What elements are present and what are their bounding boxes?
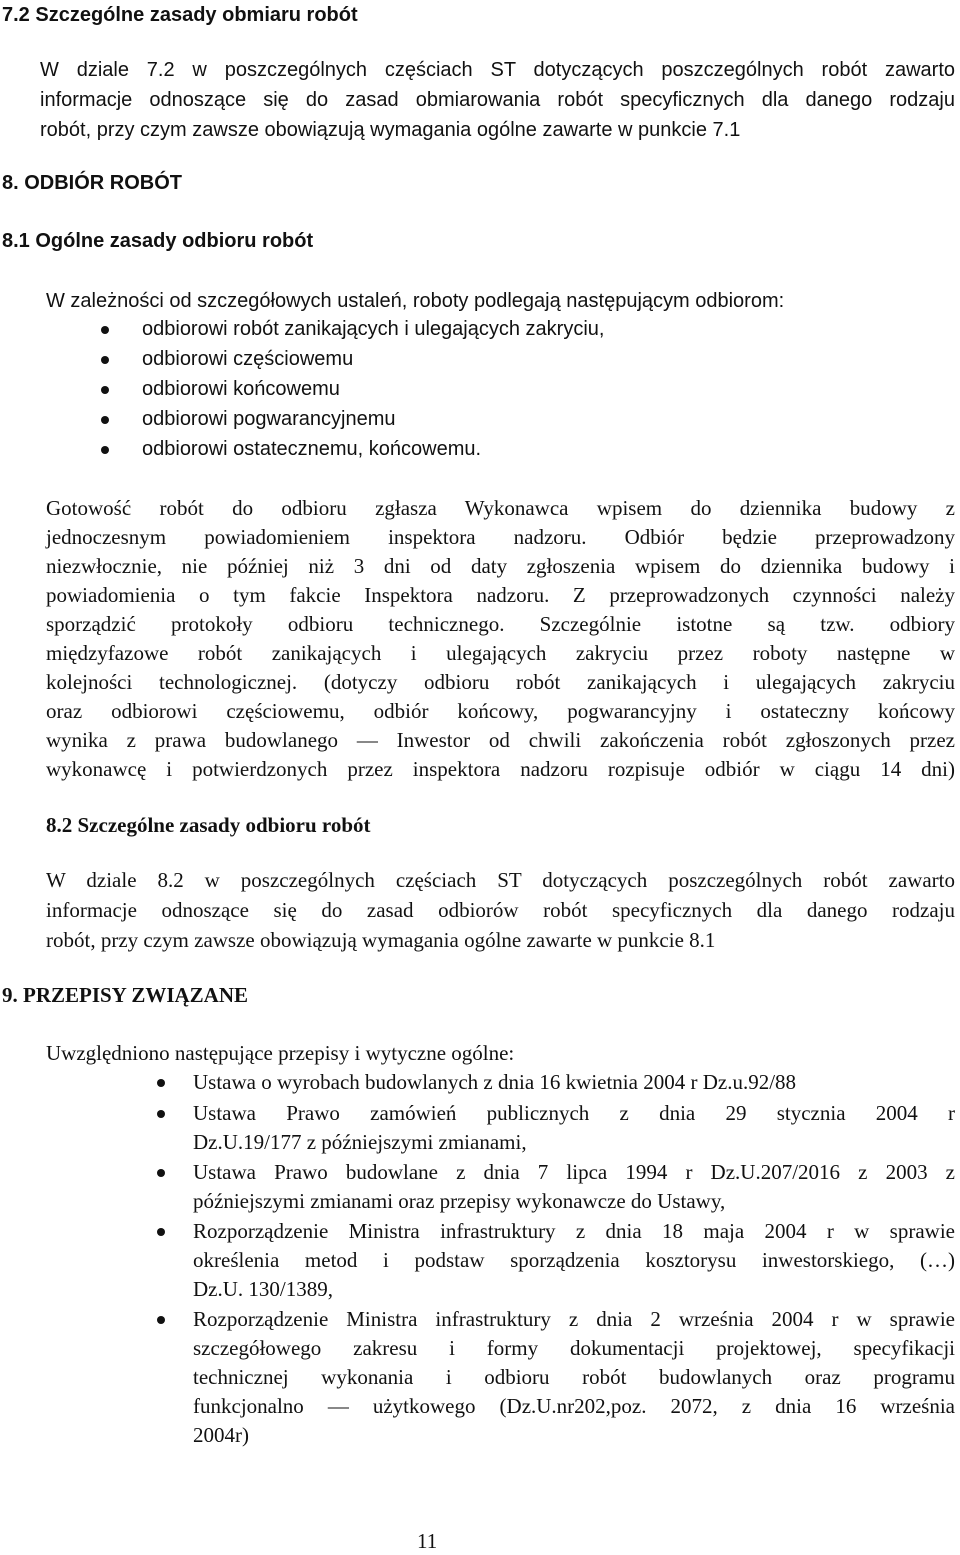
text-line: Dz.U. 130/1389, <box>193 1277 333 1301</box>
list-item <box>0 345 960 375</box>
bullet-icon <box>101 416 109 424</box>
text-line: określenia metod i podstaw sporządzenia kosztorysu inwestorskiego, (…) <box>193 1248 955 1272</box>
text-line: późniejszymi zmianami oraz przepisy wykonawcze do Ustawy, <box>193 1189 726 1213</box>
section-heading-8: 8. ODBIÓR ROBÓT <box>2 172 183 194</box>
text-line: oraz odbiorowi częściowemu, odbiór końcowy, pogwarancyjny i ostateczny końcowy <box>46 699 955 723</box>
list-item <box>0 375 960 405</box>
bullet-icon <box>157 1228 165 1236</box>
text-line: informacje odnoszące się do zasad obmiarowania robót specyficznych dla danego rodzaju <box>40 89 955 111</box>
text-line: Gotowość robót do odbioru zgłasza Wykonawca wpisem do dziennika budowy z <box>46 496 955 520</box>
text-line: Ustawa Prawo budowlane z dnia 7 lipca 1994 r Dz.U.207/2016 z 2003 z <box>193 1160 955 1184</box>
text-line: sporządzić protokoły odbioru technicznego. Szczególnie istotne są tzw. odbiory <box>46 612 955 636</box>
text-line: technicznej wykonania i odbioru robót budowlanych oraz programu <box>193 1365 955 1389</box>
text-line: wynika z prawa budowlanego — Inwestor od chwili zakończenia robót zgłoszonych przez <box>46 728 955 752</box>
text-line: niezwłocznie, nie później niż 3 dni od daty zgłoszenia wpisem do dziennika budowy i <box>46 554 955 578</box>
bullet-icon <box>157 1110 165 1118</box>
paragraph-8-1 <box>46 494 955 784</box>
bullet-icon <box>157 1079 165 1087</box>
text-line: Rozporządzenie Ministra infrastruktury z dnia 18 maja 2004 r w sprawie <box>193 1219 955 1243</box>
text-line: Ustawa Prawo zamówień publicznych z dnia 29 stycznia 2004 r <box>193 1101 955 1125</box>
text-line: W dziale 8.2 w poszczególnych częściach ST dotyczących poszczególnych robót zawarto <box>46 868 955 892</box>
bullet-icon <box>101 326 109 334</box>
paragraph-7-2 <box>40 55 955 145</box>
text-line: robót, przy czym zawsze obowiązują wymagania ogólne zawarte w punkcie 8.1 <box>46 928 716 952</box>
page-number: 11 <box>417 1529 438 1553</box>
section-heading-9: 9. PRZEPISY ZWIĄZANE <box>2 983 249 1007</box>
text-line: funkcjonalno — użytkowego (Dz.U.nr202,poz. 2072, z dnia 16 września <box>193 1394 955 1418</box>
text-line: jednoczesnym powiadomieniem inspektora nadzoru. Odbiór będzie przeprowadzony <box>46 525 955 549</box>
text-line: 2004r) <box>193 1423 249 1447</box>
text-line: kolejności technologicznej. (dotyczy odbioru robót zanikających i ulegających zakryciu <box>46 670 955 694</box>
section-heading-8-2: 8.2 Szczególne zasady odbioru robót <box>46 813 371 837</box>
text-line: wykonawcę i potwierdzonych przez inspektora nadzoru rozpisuje odbiór w ciągu 14 dni) <box>46 757 955 781</box>
list-item-label: odbiorowi pogwarancyjnemu <box>142 408 396 430</box>
bullet-icon <box>101 386 109 394</box>
paragraph-8-2 <box>46 865 955 955</box>
section-heading-8-1: 8.1 Ogólne zasady odbioru robót <box>2 230 314 252</box>
list-item-label: Ustawa o wyrobach budowlanych z dnia 16 kwietnia 2004 r Dz.u.92/88 <box>193 1070 797 1094</box>
list-item-label: odbiorowi częściowemu <box>142 348 354 370</box>
intro-8-1: W zależności od szczegółowych ustaleń, roboty podlegają następującym odbiorom: <box>46 290 785 312</box>
text-line: powiadomienia o tym fakcie Inspektora nadzoru. Z przeprowadzonych czynności należy <box>46 583 955 607</box>
text-line: szczegółowego zakresu i formy dokumentacji projektowej, specyfikacji <box>193 1336 955 1360</box>
list-item-label: odbiorowi robót zanikających i ulegających zakryciu, <box>142 318 605 340</box>
text-line: międzyfazowe robót zanikających i ulegających zakryciu przez roboty następne w <box>46 641 955 665</box>
text-line: W dziale 7.2 w poszczególnych częściach ST dotyczących poszczególnych robót zawarto <box>40 59 955 81</box>
list-item-label: odbiorowi końcowemu <box>142 378 340 400</box>
text-line: Rozporządzenie Ministra infrastruktury z dnia 2 września 2004 r w sprawie <box>193 1307 955 1331</box>
text-line: robót, przy czym zawsze obowiązują wymagania ogólne zawarte w punkcie 7.1 <box>40 119 741 141</box>
list-item <box>0 315 960 345</box>
bullet-icon <box>101 446 109 454</box>
text-line: Dz.U.19/177 z późniejszymi zmianami, <box>193 1130 527 1154</box>
list-item <box>0 405 960 435</box>
bullet-icon <box>101 356 109 364</box>
list-item-label: odbiorowi ostatecznemu, końcowemu. <box>142 438 482 460</box>
section-heading-7-2: 7.2 Szczególne zasady obmiaru robót <box>2 4 358 26</box>
intro-9: Uwzględniono następujące przepisy i wytyczne ogólne: <box>46 1041 515 1065</box>
bullet-icon <box>157 1316 165 1324</box>
bullet-icon <box>157 1169 165 1177</box>
text-line: informacje odnoszące się do zasad odbiorów robót specyficznych dla danego rodzaju <box>46 898 955 922</box>
list-item <box>0 435 960 465</box>
